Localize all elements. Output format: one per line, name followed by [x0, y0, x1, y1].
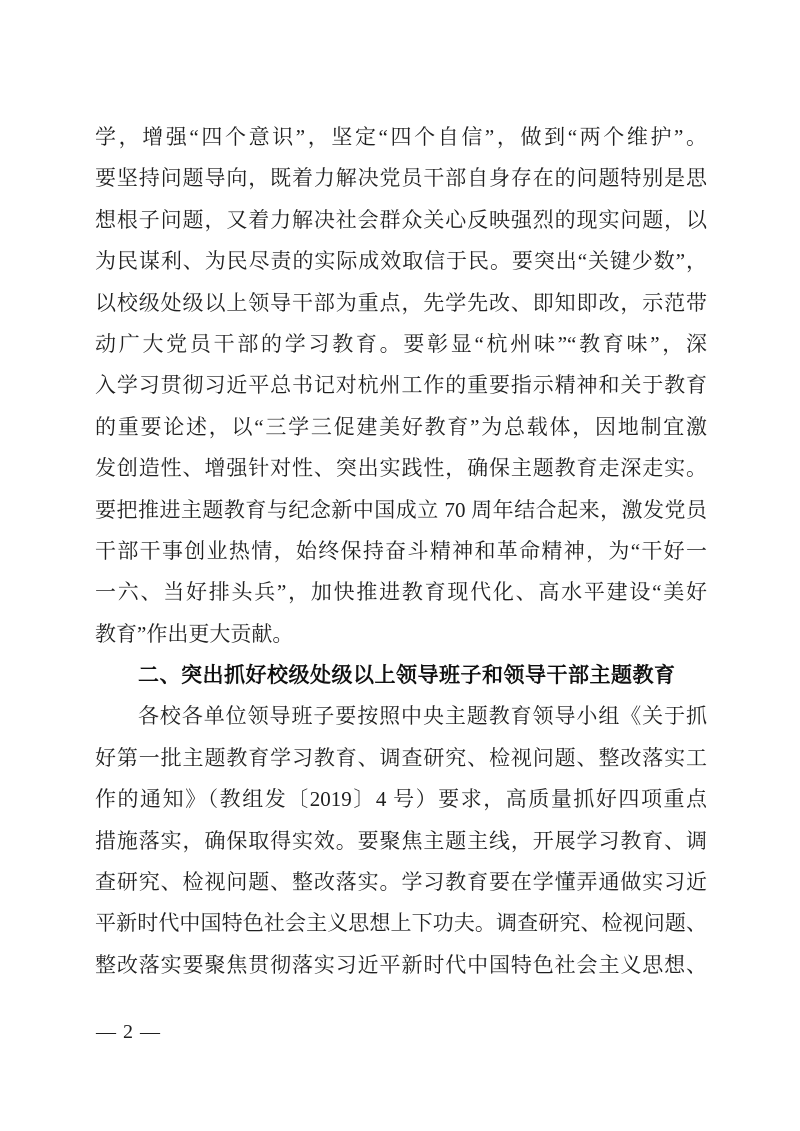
text-line: 入学习贯彻习近平总书记对杭州工作的重要指示精神和关于教育: [95, 373, 707, 398]
text-line: 干部干事创业热情，始终保持奋斗精神和革命精神，为“干好一: [95, 538, 707, 563]
text-line: 平新时代中国特色社会主义思想上下功夫。调查研究、检视问题、: [95, 911, 707, 936]
text-line: 学，增强“四个意识”，坚定“四个自信”，做到“两个维护”。: [95, 125, 707, 149]
text-line: 以校级处级以上领导干部为重点，先学先改、即知即改，示范带: [95, 290, 707, 315]
text-line: 一六、当好排头兵”，加快推进教育现代化、高水平建设“美好: [95, 580, 707, 605]
text-line: 教育”作出更大贡献。: [95, 621, 294, 646]
text-line: 的重要论述，以“三学三促建美好教育”为总载体，因地制宜激: [95, 414, 707, 439]
text-line: 想根子问题，又着力解决社会群众关心反映强烈的现实问题，以: [95, 207, 707, 232]
text-line: 措施落实，确保取得实效。要聚焦主题主线，开展学习教育、调: [95, 828, 707, 853]
text-line: 为民谋利、为民尽责的实际成效取信于民。要突出“关键少数”，: [95, 249, 707, 274]
text-line: 动广大党员干部的学习教育。要彰显“杭州味”“教育味”，深: [95, 331, 707, 356]
text-line: 查研究、检视问题、整改落实。学习教育要在学懂弄通做实习近: [95, 870, 707, 895]
document-body: [95, 117, 707, 986]
section-heading: 二、突出抓好校级处级以上领导班子和领导干部主题教育: [138, 664, 676, 688]
text-line: 整改落实要聚焦贯彻落实习近平新时代中国特色社会主义思想、: [95, 952, 707, 977]
text-line: 要把推进主题教育与纪念新中国成立 70 周年结合起来，激发党员: [95, 497, 707, 522]
text-line: 各校各单位领导班子要按照中央主题教育领导小组《关于抓: [138, 704, 707, 729]
page-number: — 2 —: [96, 1021, 161, 1043]
text-line: 好第一批主题教育学习教育、调查研究、检视问题、整改落实工: [95, 745, 707, 770]
text-line: 发创造性、增强针对性、突出实践性，确保主题教育走深走实。: [95, 456, 707, 481]
text-line: 作的通知》（教组发〔2019〕4 号）要求，高质量抓好四项重点: [95, 787, 707, 812]
text-line: 要坚持问题导向，既着力解决党员干部自身存在的问题特别是思: [95, 166, 707, 191]
